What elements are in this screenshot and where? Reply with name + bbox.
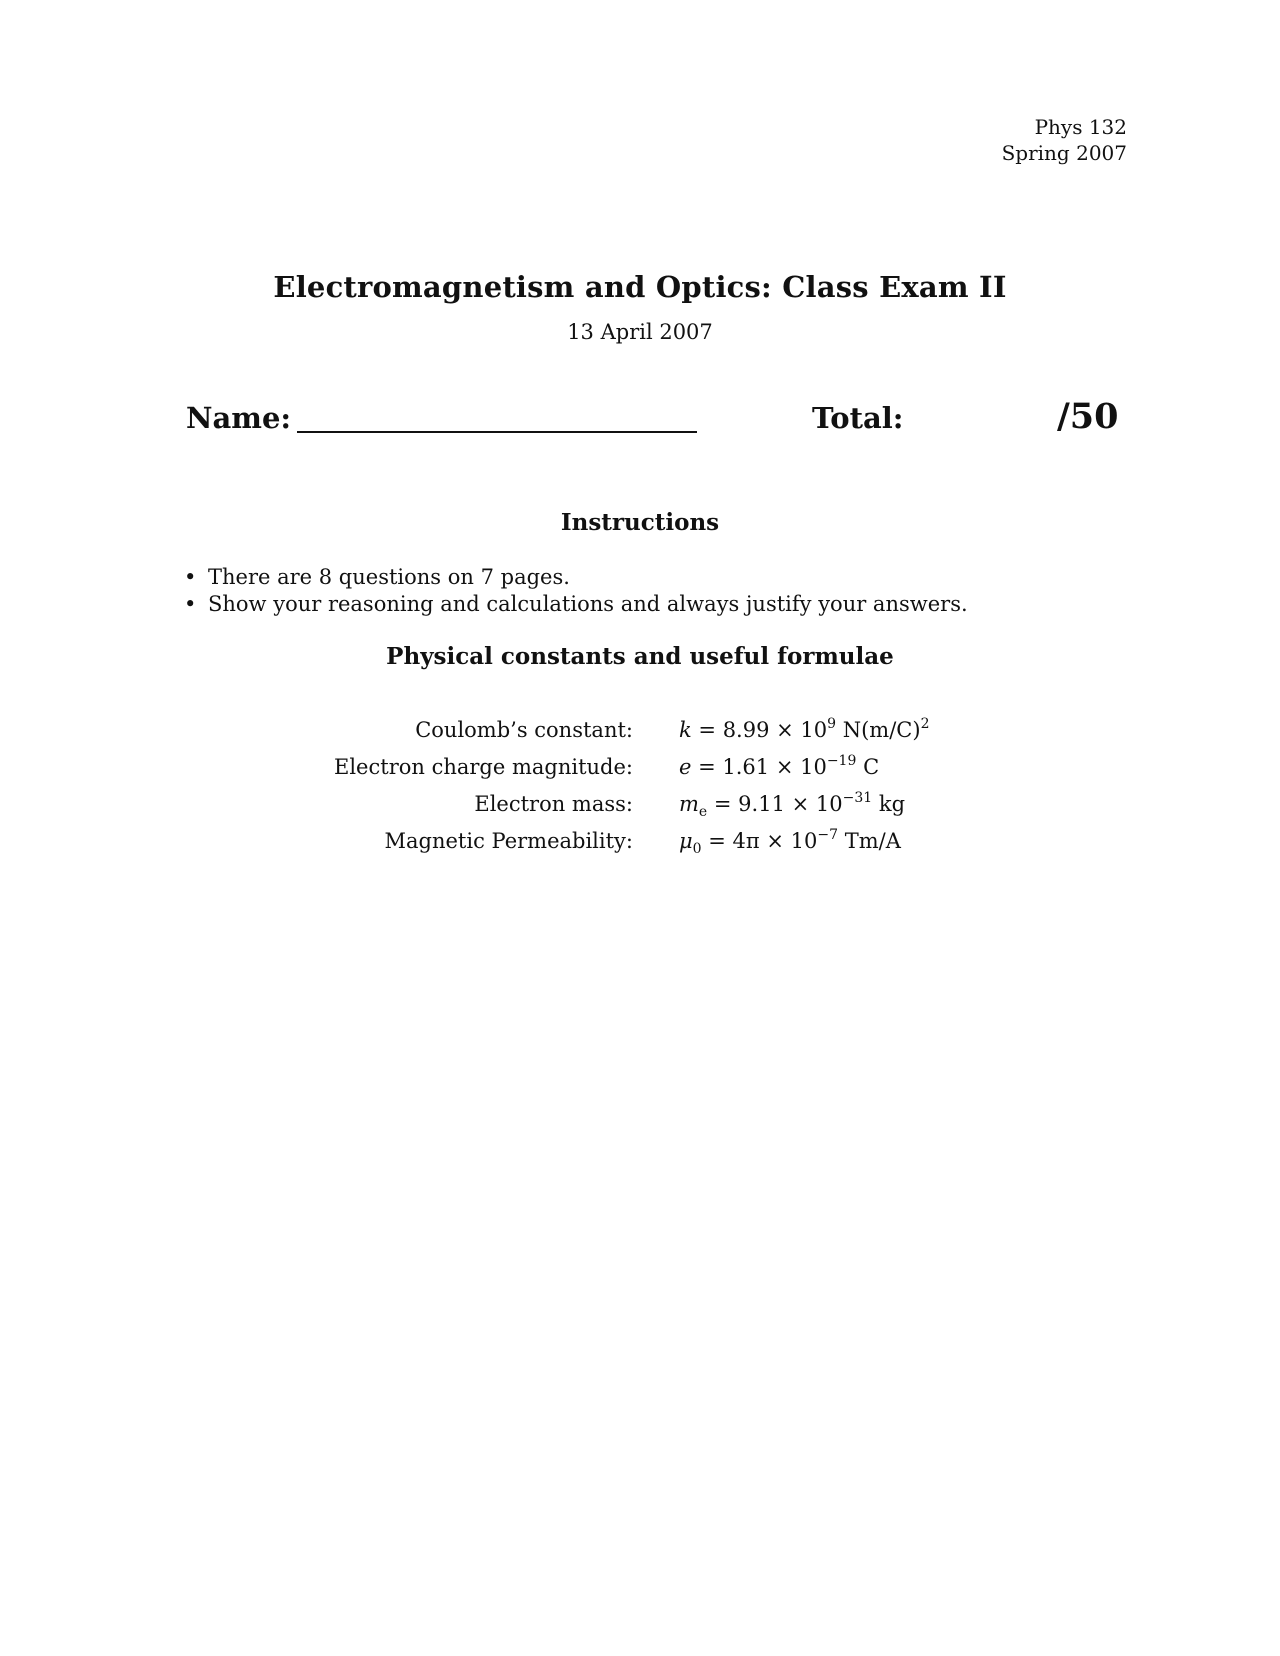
constant-formula	[679, 718, 929, 742]
constant-row-electron-mass	[0, 786, 1280, 823]
constant-formula	[679, 827, 901, 857]
instruction-item: • There are 8 questions on 7 pages.	[182, 564, 968, 591]
constant-symbol: μ	[679, 829, 693, 853]
constant-exponent: −7	[817, 827, 839, 843]
constant-unit: C	[863, 755, 880, 779]
course-info	[1002, 114, 1127, 166]
exam-title: Electromagnetism and Optics: Class Exam II	[273, 270, 1007, 304]
course-code: Phys 132	[1034, 115, 1127, 139]
constant-symbol-subscript: 0	[692, 841, 702, 857]
instructions-list	[182, 564, 968, 618]
constant-label: Electron mass:	[474, 792, 633, 816]
constant-exponent: −31	[842, 790, 873, 806]
instructions-heading: Instructions	[560, 509, 720, 536]
instruction-item: • Show your reasoning and calculations and always justify your answers.	[182, 591, 968, 618]
constant-row-electron-charge	[0, 749, 1280, 786]
constant-formula	[679, 790, 906, 820]
constant-formula	[679, 755, 879, 779]
constant-symbol: e	[679, 755, 692, 779]
constant-symbol: k	[679, 718, 692, 742]
constant-row-coulomb	[0, 712, 1280, 749]
name-label: Name:	[186, 401, 292, 435]
total-max-score: /50	[1057, 396, 1119, 437]
constant-value: = 4π × 10	[708, 829, 818, 853]
constant-unit-exponent: 2	[920, 716, 930, 732]
constant-unit: N(m/C)	[842, 718, 921, 742]
constant-value: = 1.61 × 10	[698, 755, 827, 779]
constant-value: = 9.11 × 10	[713, 792, 843, 816]
name-blank-line	[297, 431, 697, 433]
exam-date: 13 April 2007	[567, 320, 713, 344]
constant-exponent: 9	[827, 716, 837, 732]
constant-symbol: m	[679, 792, 699, 816]
constants-table	[0, 712, 1280, 860]
constant-symbol-subscript: e	[698, 804, 708, 820]
course-term: Spring 2007	[1001, 141, 1127, 165]
constant-unit: kg	[878, 792, 906, 816]
total-label: Total:	[812, 401, 904, 435]
constant-label: Coulomb’s constant:	[415, 718, 633, 742]
constant-unit: Tm/A	[844, 829, 901, 853]
constant-value: = 8.99 × 10	[698, 718, 828, 742]
constant-exponent: −19	[826, 753, 857, 769]
constants-heading: Physical constants and useful formulae	[386, 643, 894, 670]
constant-row-magnetic-permeability	[0, 823, 1280, 860]
constant-label: Electron charge magnitude:	[334, 755, 633, 779]
constant-label: Magnetic Permeability:	[384, 829, 633, 853]
